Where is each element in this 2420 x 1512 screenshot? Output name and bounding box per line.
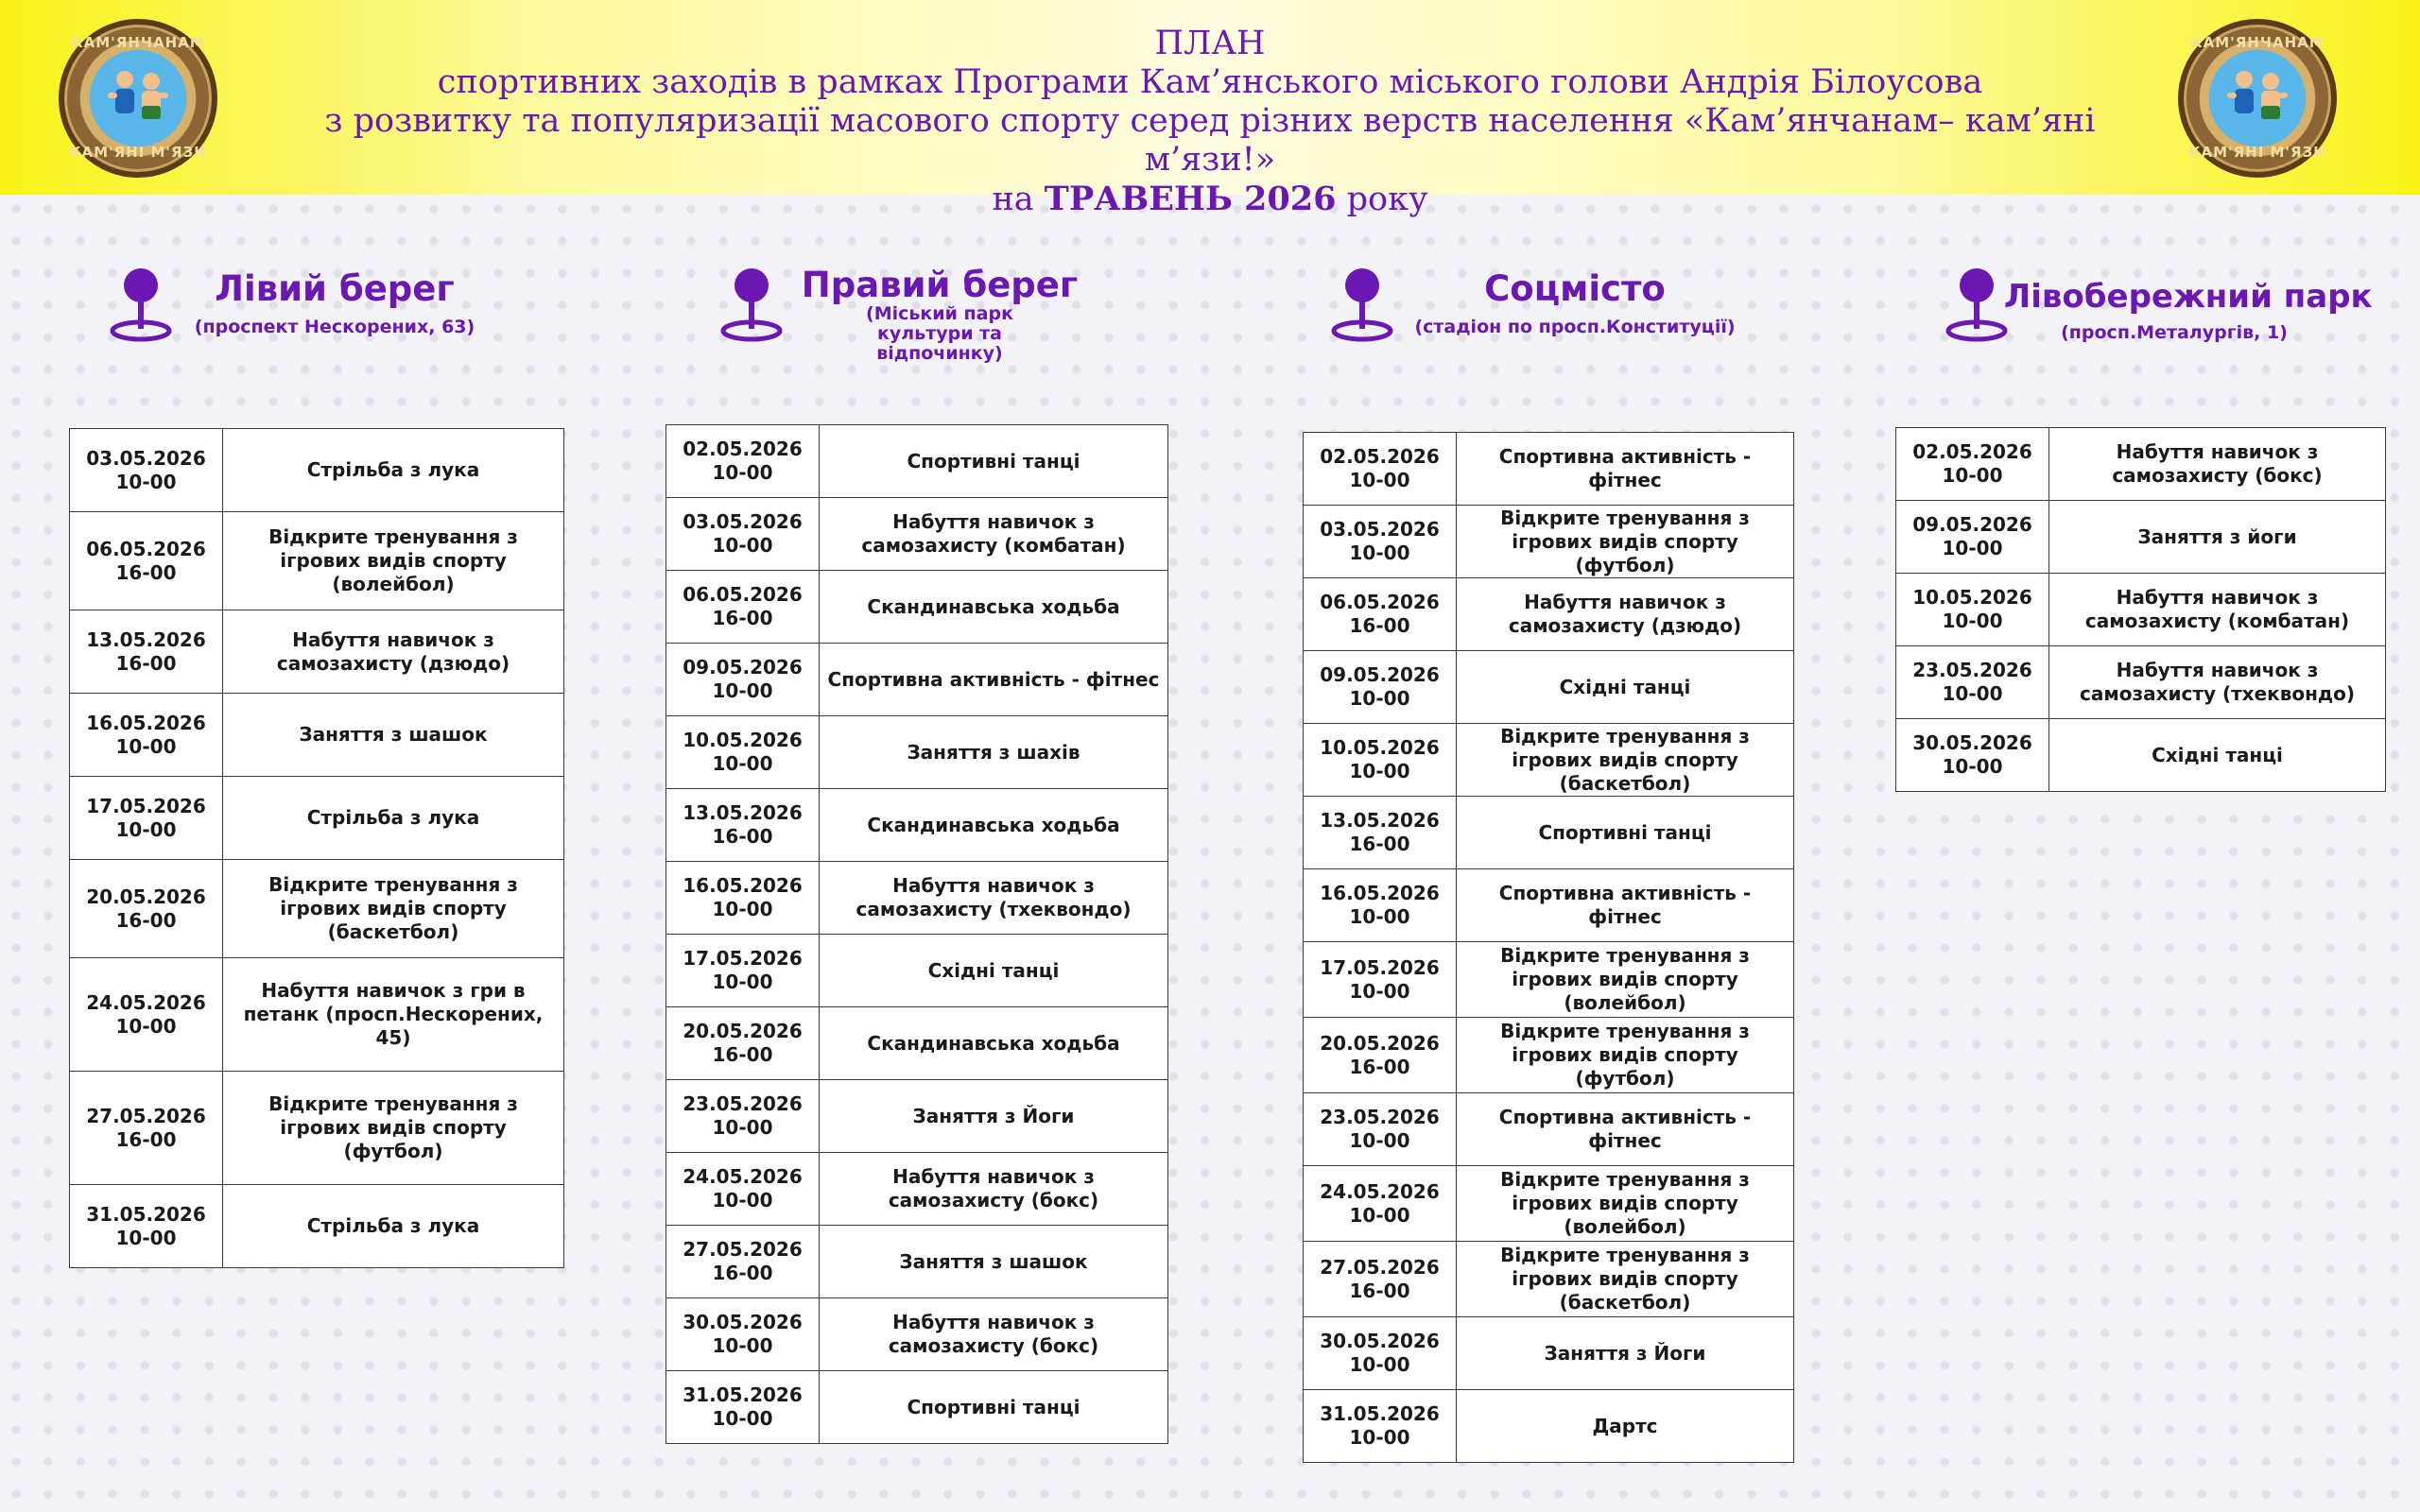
- event-time: 16-00: [115, 651, 177, 675]
- event-activity: Відкрите тренування з ігрових видів спорту (футбол): [223, 1072, 564, 1185]
- table-row: [1304, 869, 1794, 942]
- location-pin-icon: [1329, 265, 1395, 344]
- event-activity: Спортивні танці: [820, 425, 1168, 498]
- table-row: [1896, 719, 2386, 792]
- location-pin-icon: [108, 265, 174, 344]
- event-time: 10-00: [1349, 1426, 1410, 1449]
- event-time: 10-00: [712, 1334, 773, 1357]
- event-time: 10-00: [712, 752, 773, 775]
- event-activity: Набуття навичок з самозахисту (дзюдо): [223, 610, 564, 694]
- event-time: 10-00: [712, 534, 773, 557]
- event-date: 23.05.2026: [683, 1092, 803, 1115]
- event-date: 31.05.2026: [1320, 1402, 1440, 1425]
- event-date: 23.05.2026: [1912, 659, 2032, 681]
- event-datetime-cell: [666, 1153, 820, 1226]
- event-time: 10-00: [712, 1407, 773, 1430]
- event-activity: Спортивна активність - фітнес: [1457, 433, 1794, 506]
- event-time: 10-00: [1942, 755, 2003, 778]
- event-time: 10-00: [1349, 469, 1410, 491]
- event-datetime-cell: [666, 1298, 820, 1371]
- event-time: 16-00: [712, 825, 773, 848]
- event-activity: Заняття з шахів: [820, 716, 1168, 789]
- event-datetime-cell: [1304, 1317, 1457, 1390]
- event-date: 06.05.2026: [86, 537, 206, 560]
- event-date: 24.05.2026: [1320, 1179, 1440, 1203]
- schedule-table-right-bank: [666, 424, 1168, 1444]
- event-activity: Набуття навичок з самозахисту (бокс): [2049, 428, 2386, 501]
- event-datetime-cell: [666, 571, 820, 644]
- table-row: [1304, 942, 1794, 1018]
- event-datetime-cell: [1896, 719, 2049, 792]
- event-datetime-cell: [1304, 1242, 1457, 1317]
- table-row: [1304, 1242, 1794, 1317]
- event-activity: Заняття з Йоги: [820, 1080, 1168, 1153]
- event-time: 10-00: [1349, 687, 1410, 710]
- table-row: [70, 860, 564, 958]
- event-time: 10-00: [115, 817, 177, 841]
- event-activity: Стрільба з лука: [223, 429, 564, 512]
- table-row: [70, 694, 564, 777]
- event-datetime-cell: [70, 694, 223, 777]
- logo-ring-bottom-text: КАМ'ЯНІ М'ЯЗИ: [2188, 144, 2326, 161]
- event-activity: Спортивні танці: [1457, 797, 1794, 869]
- athletes-icon: [100, 66, 176, 134]
- event-date: 30.05.2026: [1912, 731, 2032, 754]
- event-date: 17.05.2026: [683, 947, 803, 970]
- district-address: (стадіон по просп.Конституції): [1414, 317, 1736, 337]
- event-time: 10-00: [712, 1189, 773, 1211]
- event-activity: Набуття навичок з самозахисту (дзюдо): [1457, 578, 1794, 651]
- program-logo-right: [2178, 19, 2337, 178]
- event-activity: Набуття навичок з самозахисту (тхеквондо): [2049, 646, 2386, 719]
- event-activity: Східні танці: [2049, 719, 2386, 792]
- event-datetime-cell: [666, 1226, 820, 1298]
- table-row: [666, 425, 1168, 498]
- event-time: 10-00: [712, 971, 773, 993]
- table-row: [1304, 1166, 1794, 1242]
- event-time: 16-00: [1349, 614, 1410, 637]
- table-row: [70, 429, 564, 512]
- event-datetime-cell: [70, 429, 223, 512]
- event-datetime-cell: [666, 789, 820, 862]
- event-time: 16-00: [712, 1262, 773, 1284]
- event-datetime-cell: [1304, 942, 1457, 1018]
- table-row: [1896, 646, 2386, 719]
- table-row: [1304, 1317, 1794, 1390]
- event-datetime-cell: [1304, 433, 1457, 506]
- event-activity: Спортивна активність - фітнес: [820, 644, 1168, 716]
- event-date: 20.05.2026: [86, 885, 206, 908]
- table-row: [1896, 574, 2386, 646]
- event-date: 27.05.2026: [1320, 1255, 1440, 1279]
- schedule-body: [666, 425, 1168, 1444]
- event-time: 10-00: [712, 898, 773, 920]
- district-name: Лівий берег: [215, 268, 455, 309]
- event-time: 10-00: [1349, 1353, 1410, 1376]
- event-activity: Набуття навичок з гри в петанк (просп.Нескорених, 45): [223, 958, 564, 1072]
- event-activity: Набуття навичок з самозахисту (тхеквондо): [820, 862, 1168, 935]
- event-activity: Відкрите тренування з ігрових видів спорту (волейбол): [1457, 942, 1794, 1018]
- heading-line-4: [284, 180, 2136, 219]
- heading-line-2: спортивних заходів в рамках Програми Кам’янського міського голови Андрія Білоусова: [437, 63, 1983, 101]
- event-date: 09.05.2026: [1320, 663, 1440, 686]
- table-row: [70, 1072, 564, 1185]
- event-date: 03.05.2026: [86, 446, 206, 470]
- event-activity: Набуття навичок з самозахисту (комбатан): [2049, 574, 2386, 646]
- schedule-body: [70, 429, 564, 1268]
- event-date: 24.05.2026: [683, 1165, 803, 1188]
- event-date: 13.05.2026: [1320, 809, 1440, 832]
- event-datetime-cell: [1896, 428, 2049, 501]
- table-row: [666, 1007, 1168, 1080]
- event-datetime-cell: [666, 425, 820, 498]
- table-row: [666, 1080, 1168, 1153]
- event-activity: Заняття з йоги: [2049, 501, 2386, 574]
- event-date: 10.05.2026: [683, 729, 803, 751]
- event-activity: Східні танці: [820, 935, 1168, 1007]
- table-row: [70, 512, 564, 610]
- event-date: 13.05.2026: [683, 801, 803, 824]
- event-activity: Відкрите тренування з ігрових видів спорту (футбол): [1457, 506, 1794, 578]
- event-time: 10-00: [1349, 979, 1410, 1003]
- event-time: 10-00: [712, 1116, 773, 1139]
- event-activity: Стрільба з лука: [223, 777, 564, 860]
- event-datetime-cell: [70, 1185, 223, 1268]
- heading-month: ТРАВЕНЬ 2026: [1044, 180, 1337, 218]
- district-header-left-bank: [108, 265, 505, 369]
- event-date: 30.05.2026: [683, 1311, 803, 1333]
- heading-line-3: з розвитку та популяризації масового спорту серед різних верств населення «Кам’янчанам– кам’яні м’язи!»: [324, 102, 2096, 179]
- event-datetime-cell: [1304, 1093, 1457, 1166]
- event-date: 02.05.2026: [1320, 445, 1440, 468]
- event-activity: Скандинавська ходьба: [820, 571, 1168, 644]
- event-datetime-cell: [666, 935, 820, 1007]
- event-datetime-cell: [666, 644, 820, 716]
- plan-heading: [284, 25, 2136, 219]
- district-header-left-bank-park: [1944, 265, 2373, 369]
- location-pin-icon: [1944, 265, 2010, 344]
- heading-suffix: року: [1346, 180, 1428, 218]
- event-activity: Спортивна активність - фітнес: [1457, 869, 1794, 942]
- table-row: [70, 610, 564, 694]
- event-date: 31.05.2026: [86, 1202, 206, 1226]
- table-row: [666, 1371, 1168, 1444]
- event-datetime-cell: [666, 1371, 820, 1444]
- event-date: 09.05.2026: [1912, 513, 2032, 536]
- event-datetime-cell: [1304, 1166, 1457, 1242]
- event-date: 31.05.2026: [683, 1383, 803, 1406]
- event-datetime-cell: [1896, 501, 2049, 574]
- table-row: [70, 1185, 564, 1268]
- event-date: 06.05.2026: [683, 583, 803, 606]
- event-activity: Набуття навичок з самозахисту (комбатан): [820, 498, 1168, 571]
- table-row: [1304, 578, 1794, 651]
- event-time: 10-00: [115, 470, 177, 493]
- event-activity: Східні танці: [1457, 651, 1794, 724]
- table-row: [1304, 797, 1794, 869]
- event-time: 10-00: [115, 1014, 177, 1038]
- event-time: 16-00: [1349, 833, 1410, 855]
- event-datetime-cell: [666, 1007, 820, 1080]
- event-datetime-cell: [1304, 724, 1457, 797]
- event-activity: Відкрите тренування з ігрових видів спорту (волейбол): [1457, 1166, 1794, 1242]
- event-time: 16-00: [712, 607, 773, 629]
- event-activity: Заняття з шашок: [223, 694, 564, 777]
- heading-prefix: на: [992, 180, 1034, 218]
- table-row: [70, 958, 564, 1072]
- event-time: 10-00: [712, 461, 773, 484]
- program-logo-left: [59, 19, 217, 178]
- event-datetime-cell: [70, 860, 223, 958]
- event-date: 30.05.2026: [1320, 1330, 1440, 1352]
- event-time: 10-00: [115, 734, 177, 758]
- event-date: 16.05.2026: [683, 874, 803, 897]
- schedule-table-left-bank: [69, 428, 564, 1268]
- event-date: 17.05.2026: [86, 794, 206, 817]
- district-header-right-bank: [718, 265, 1097, 369]
- location-pin-icon: [718, 265, 785, 344]
- event-time: 16-00: [115, 908, 177, 932]
- event-time: 16-00: [712, 1043, 773, 1066]
- event-datetime-cell: [70, 610, 223, 694]
- event-activity: Спортивна активність - фітнес: [1457, 1093, 1794, 1166]
- event-activity: Спортивні танці: [820, 1371, 1168, 1444]
- event-date: 02.05.2026: [683, 438, 803, 460]
- district-address: (просп.Металургів, 1): [2061, 322, 2288, 343]
- table-row: [1304, 1390, 1794, 1463]
- district-header-sotsmisto: [1329, 265, 1764, 369]
- table-row: [1304, 506, 1794, 578]
- event-time: 10-00: [1349, 541, 1410, 564]
- event-time: 10-00: [1349, 1129, 1410, 1152]
- event-datetime-cell: [1304, 651, 1457, 724]
- table-row: [666, 644, 1168, 716]
- logo-ring-top-text: КАМ'ЯНЧАНАМ: [71, 34, 205, 51]
- event-time: 10-00: [1942, 610, 2003, 632]
- event-activity: Заняття з Йоги: [1457, 1317, 1794, 1390]
- event-datetime-cell: [666, 498, 820, 571]
- event-time: 10-00: [1349, 905, 1410, 928]
- event-time: 10-00: [1942, 682, 2003, 705]
- schedule-table-left-bank-park: [1895, 427, 2386, 792]
- event-activity: Відкрите тренування з ігрових видів спорту (баскетбол): [223, 860, 564, 958]
- table-row: [1896, 428, 2386, 501]
- heading-line-1: ПЛАН: [1154, 25, 1266, 62]
- event-activity: Набуття навичок з самозахисту (бокс): [820, 1298, 1168, 1371]
- table-row: [1304, 433, 1794, 506]
- event-datetime-cell: [70, 1072, 223, 1185]
- district-address: (проспект Нескорених, 63): [194, 317, 475, 337]
- event-activity: Стрільба з лука: [223, 1185, 564, 1268]
- event-datetime-cell: [666, 1080, 820, 1153]
- event-date: 27.05.2026: [683, 1238, 803, 1261]
- event-activity: Заняття з шашок: [820, 1226, 1168, 1298]
- event-activity: Відкрите тренування з ігрових видів спорту (футбол): [1457, 1018, 1794, 1093]
- table-row: [1896, 501, 2386, 574]
- event-date: 17.05.2026: [1320, 955, 1440, 979]
- event-datetime-cell: [1304, 869, 1457, 942]
- event-activity: Скандинавська ходьба: [820, 1007, 1168, 1080]
- event-date: 16.05.2026: [1320, 882, 1440, 904]
- event-activity: Відкрите тренування з ігрових видів спорту (волейбол): [223, 512, 564, 610]
- table-row: [666, 789, 1168, 862]
- table-row: [70, 777, 564, 860]
- table-row: [666, 1153, 1168, 1226]
- event-date: 20.05.2026: [1320, 1031, 1440, 1055]
- event-date: 10.05.2026: [1320, 736, 1440, 759]
- event-date: 03.05.2026: [683, 510, 803, 533]
- table-row: [1304, 724, 1794, 797]
- event-activity: Відкрите тренування з ігрових видів спорту (баскетбол): [1457, 724, 1794, 797]
- event-time: 10-00: [115, 1226, 177, 1249]
- table-row: [666, 1226, 1168, 1298]
- district-name: Правий берег: [801, 265, 1079, 305]
- district-address: (Міський парк культури та відпочинку): [866, 303, 1013, 364]
- event-date: 23.05.2026: [1320, 1106, 1440, 1128]
- event-date: 10.05.2026: [1912, 586, 2032, 609]
- table-row: [1304, 651, 1794, 724]
- event-datetime-cell: [1304, 506, 1457, 578]
- table-row: [1304, 1018, 1794, 1093]
- event-time: 16-00: [1349, 1055, 1410, 1078]
- event-time: 10-00: [1349, 1203, 1410, 1227]
- event-datetime-cell: [1304, 797, 1457, 869]
- district-name: Лівобережний парк: [2004, 278, 2373, 316]
- event-activity: Відкрите тренування з ігрових видів спорту (баскетбол): [1457, 1242, 1794, 1317]
- athletes-icon: [2220, 66, 2295, 134]
- table-row: [666, 935, 1168, 1007]
- event-date: 13.05.2026: [86, 627, 206, 651]
- event-date: 27.05.2026: [86, 1104, 206, 1127]
- event-date: 20.05.2026: [683, 1020, 803, 1042]
- table-row: [666, 1298, 1168, 1371]
- header-banner: [0, 0, 2420, 218]
- event-datetime-cell: [1304, 1390, 1457, 1463]
- event-datetime-cell: [70, 958, 223, 1072]
- event-time: 10-00: [1942, 464, 2003, 487]
- event-datetime-cell: [1896, 574, 2049, 646]
- event-activity: Дартс: [1457, 1390, 1794, 1463]
- schedule-body: [1304, 433, 1794, 1463]
- district-name: Соцмісто: [1484, 268, 1666, 309]
- event-datetime-cell: [70, 512, 223, 610]
- event-date: 03.05.2026: [1320, 518, 1440, 541]
- event-date: 02.05.2026: [1912, 440, 2032, 463]
- table-row: [666, 716, 1168, 789]
- event-time: 10-00: [1349, 760, 1410, 782]
- event-datetime-cell: [666, 862, 820, 935]
- table-row: [666, 498, 1168, 571]
- event-time: 16-00: [115, 560, 177, 584]
- event-time: 16-00: [1349, 1279, 1410, 1302]
- event-date: 09.05.2026: [683, 656, 803, 679]
- event-time: 10-00: [1942, 537, 2003, 559]
- event-time: 10-00: [712, 679, 773, 702]
- event-datetime-cell: [1304, 578, 1457, 651]
- event-datetime-cell: [1896, 646, 2049, 719]
- table-row: [666, 571, 1168, 644]
- event-datetime-cell: [666, 716, 820, 789]
- event-date: 24.05.2026: [86, 990, 206, 1014]
- event-activity: Скандинавська ходьба: [820, 789, 1168, 862]
- schedule-body: [1896, 428, 2386, 792]
- event-date: 16.05.2026: [86, 711, 206, 734]
- event-activity: Набуття навичок з самозахисту (бокс): [820, 1153, 1168, 1226]
- table-row: [666, 862, 1168, 935]
- logo-ring-bottom-text: КАМ'ЯНІ М'ЯЗИ: [69, 144, 207, 161]
- logo-ring-top-text: КАМ'ЯНЧАНАМ: [2190, 34, 2325, 51]
- event-datetime-cell: [70, 777, 223, 860]
- event-datetime-cell: [1304, 1018, 1457, 1093]
- event-date: 06.05.2026: [1320, 591, 1440, 613]
- table-row: [1304, 1093, 1794, 1166]
- event-time: 16-00: [115, 1127, 177, 1151]
- schedule-table-sotsmisto: [1303, 432, 1794, 1463]
